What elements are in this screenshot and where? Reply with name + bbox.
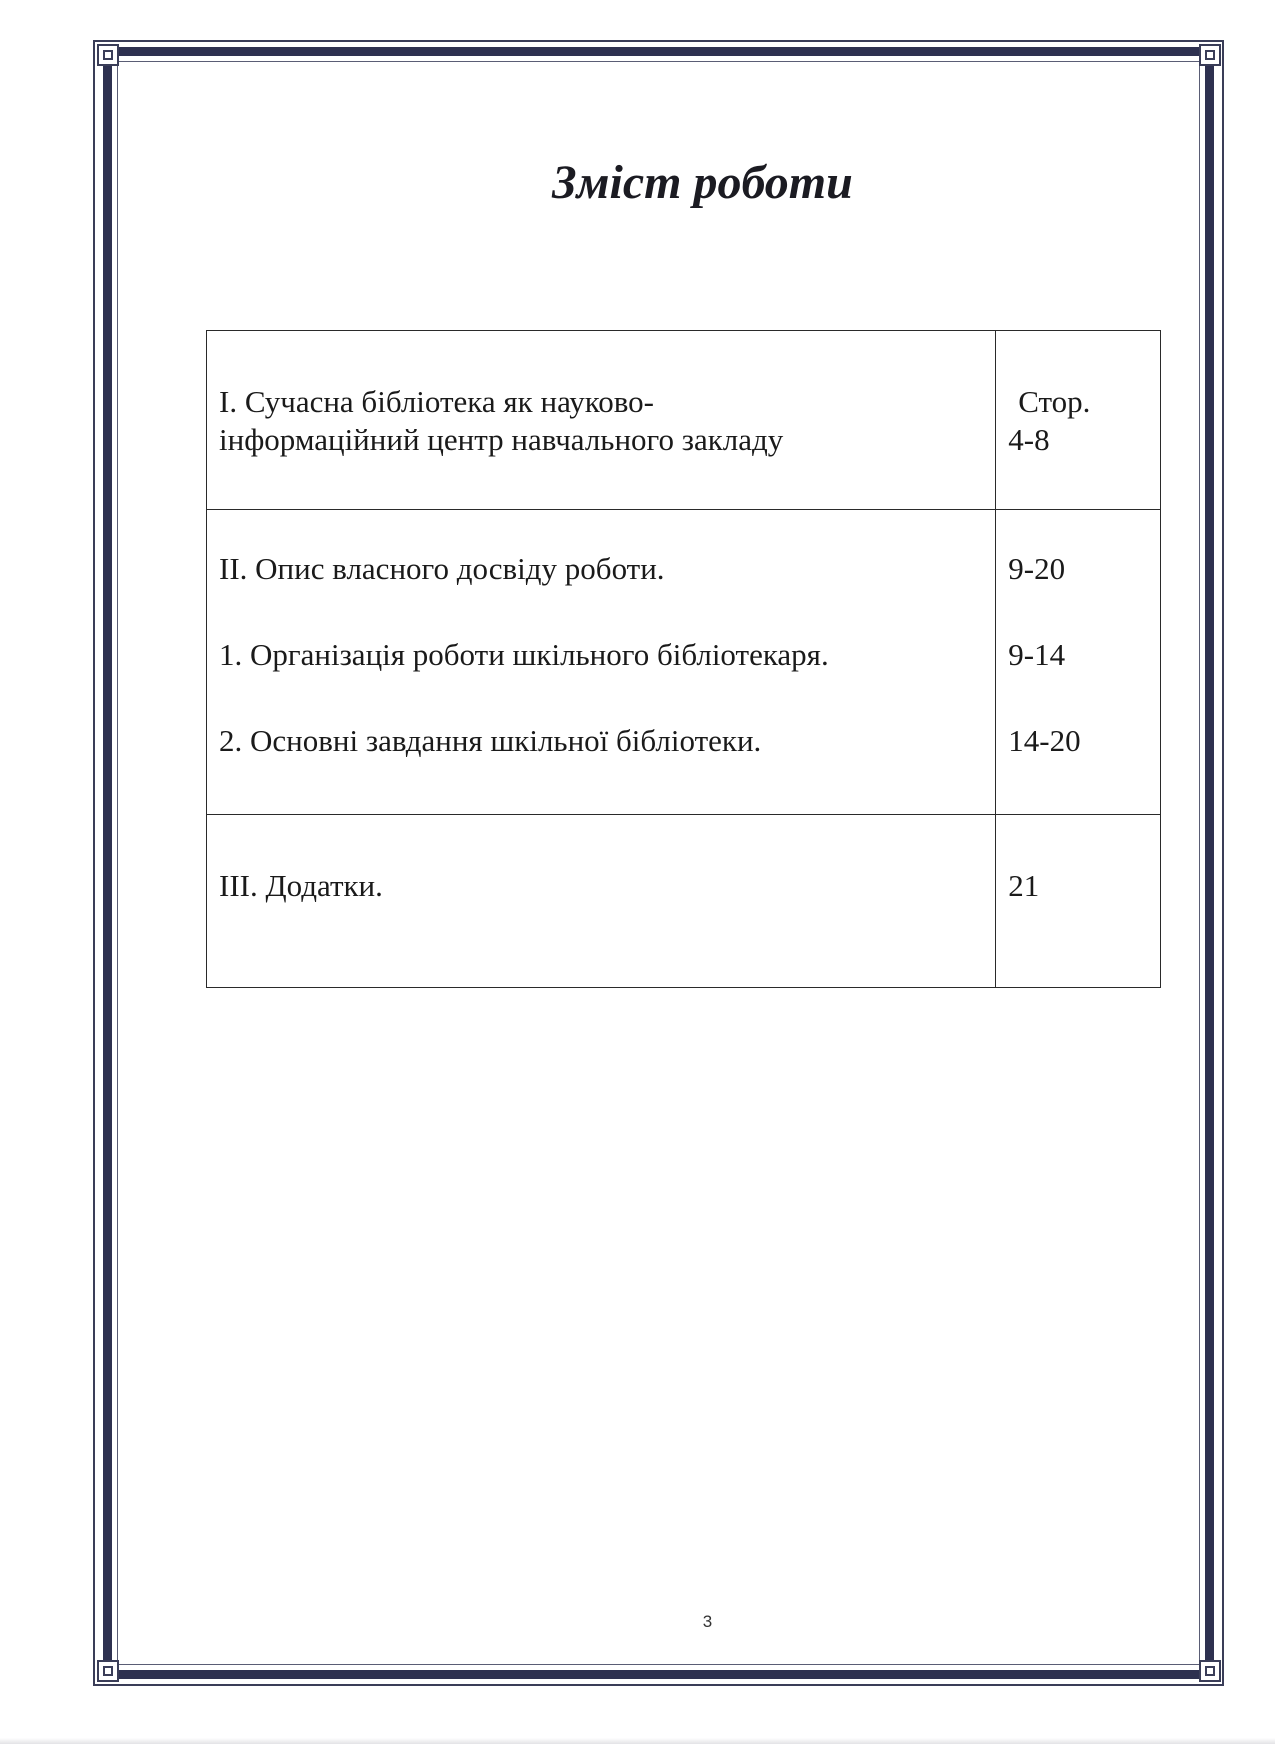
toc-page-range: 21 — [1008, 868, 1040, 903]
toc-page-range: 4-8 — [1008, 422, 1050, 457]
toc-section-title: III. Додатки. — [219, 868, 383, 903]
table-of-contents — [206, 330, 1161, 988]
toc-page-range: 9-14 — [1008, 637, 1066, 672]
toc-row — [207, 815, 1161, 988]
toc-section-cell — [207, 510, 996, 815]
toc-page-range: 9-20 — [1008, 551, 1066, 586]
toc-page-range: 14-20 — [1008, 723, 1081, 758]
corner-ornament-top-left — [97, 44, 119, 66]
corner-ornament-bottom-right — [1199, 1660, 1221, 1682]
corner-ornament-top-right — [1199, 44, 1221, 66]
toc-section-title: II. Опис власного досвіду роботи. — [219, 551, 665, 586]
corner-ornament-bottom-left — [97, 1660, 119, 1682]
toc-section-title: I. Сучасна бібліотека як науково- — [219, 384, 654, 419]
scan-edge-shadow — [0, 1738, 1275, 1744]
toc-section-title: інформаційний центр навчального закладу — [219, 422, 784, 457]
toc-section-cell — [207, 815, 996, 988]
toc-page-cell — [996, 815, 1161, 988]
toc-subsection-title: 1. Організація роботи шкільного бібліотекаря. — [219, 637, 829, 672]
page-number: 3 — [702, 1612, 713, 1631]
page-title: Зміст роботи — [552, 156, 853, 209]
toc-row — [207, 331, 1161, 510]
toc-page-label: Стор. — [1018, 384, 1091, 419]
toc-page-cell — [996, 510, 1161, 815]
toc-section-cell — [207, 331, 996, 510]
toc-page-cell — [996, 331, 1161, 510]
toc-subsection-title: 2. Основні завдання шкільної бібліотеки. — [219, 723, 762, 758]
toc-row — [207, 510, 1161, 815]
